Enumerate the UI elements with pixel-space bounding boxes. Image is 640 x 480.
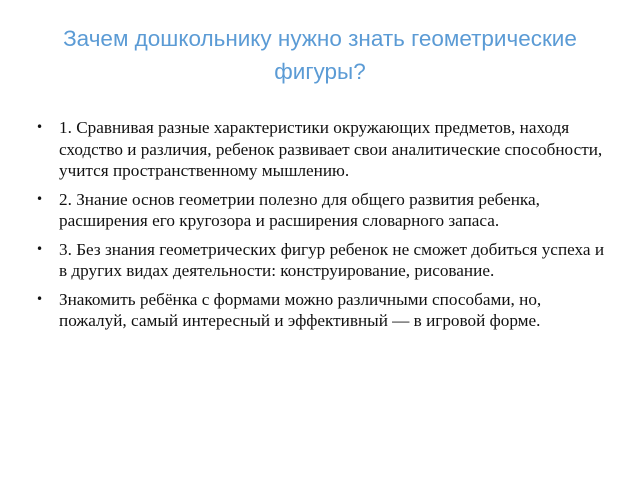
list-item-text: 1. Сравнивая разные характеристики окружающих предметов, находя сходство и различия, ребенок развивает свои аналитические способности, учится пространственному мышлению.	[59, 118, 603, 180]
list-item-text: Знакомить ребёнка с формами можно различными способами, но, пожалуй, самый интересный и эффективный — в игровой форме.	[59, 289, 542, 330]
bullet-icon: •	[36, 241, 44, 256]
bullet-list	[36, 117, 610, 339]
list-item	[36, 189, 610, 232]
bullet-icon: •	[36, 120, 44, 134]
slide-title: Зачем дошкольнику нужно знать геометрические фигуры?	[63, 26, 577, 84]
bullet-icon: •	[36, 191, 44, 206]
bullet-icon: •	[36, 291, 44, 306]
list-item	[36, 117, 610, 182]
list-item-text: 3. Без знания геометрических фигур ребенок не сможет добиться успеха и в других видах деятельности: конструирование, рисование.	[59, 239, 605, 280]
list-item	[36, 289, 610, 332]
list-item	[36, 239, 610, 282]
list-item-text: 2. Знание основ геометрии полезно для общего развития ребенка, расширения его кругозора и расширения словарного запаса.	[59, 189, 540, 230]
